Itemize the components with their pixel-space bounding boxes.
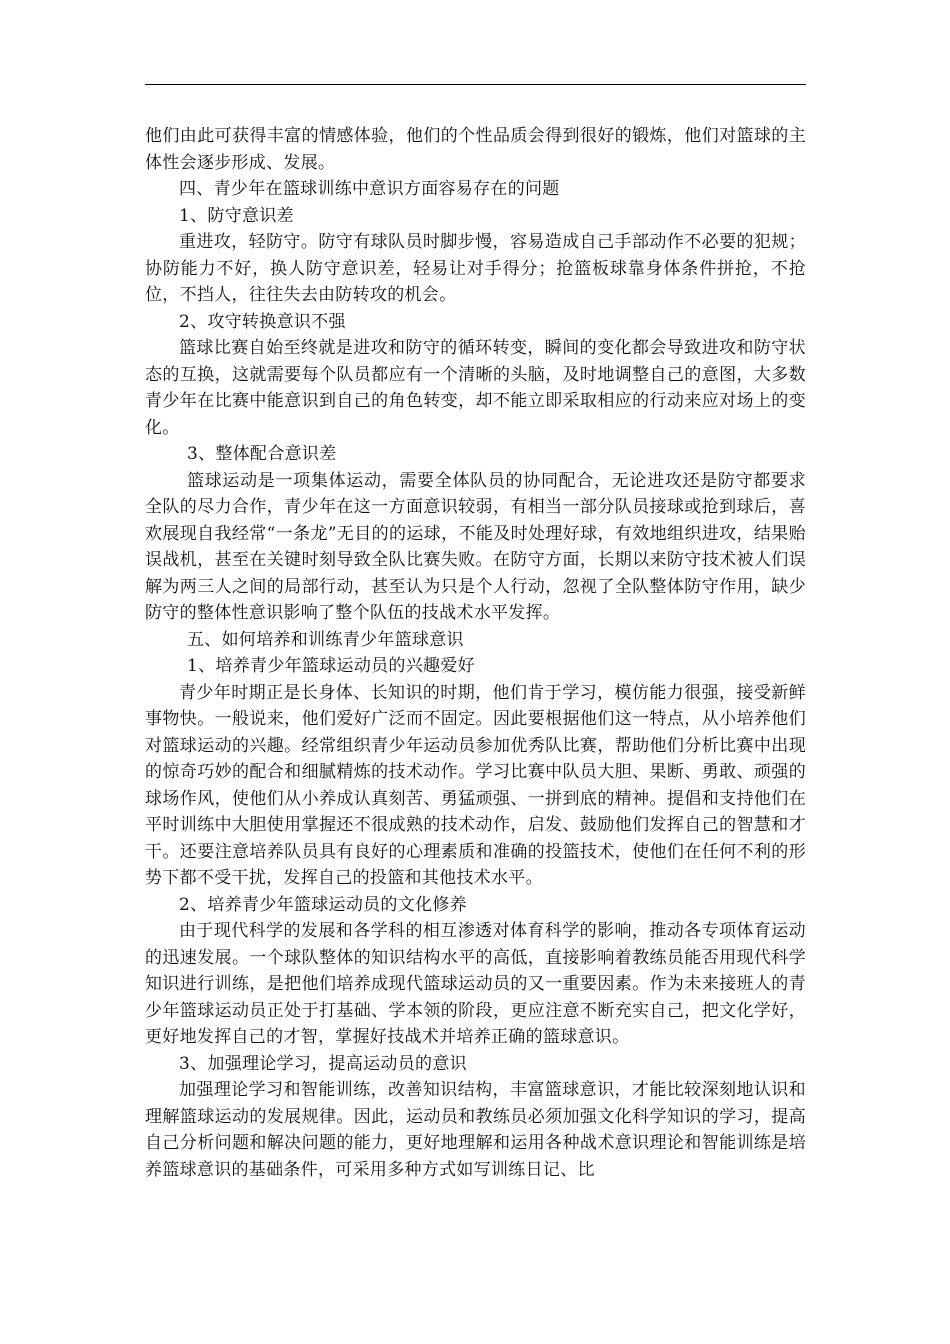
subheading-teamwork-awareness: 3、整体配合意识差	[187, 444, 337, 464]
paragraph-theory: 加强理论学习和智能训练，改善知识结构，丰富篮球意识，才能比较深刻地认识和理解篮球运动的发展规律。因此，运动员和教练员必须加强文化科学知识的学习，提高自己分析问题和解决问题的能力，更好地理解和运用各种战术意识理论和智能训练是培养篮球意识的基础条件，可采用多种方式如写训练日记、比	[145, 1080, 806, 1180]
subheading-culture: 2、培养青少年篮球运动员的文化修养	[179, 894, 467, 915]
paragraph-defense-awareness: 重进攻，轻防守。防守有球队员时脚步慢，容易造成自己手部动作不必要的犯规；协防能力不好，换人防守意识差，轻易让对手得分；抢篮板球靠身体条件拼抢，不抢位，不挡人，往往失去由防转攻的机会。	[145, 232, 806, 305]
subheading-transition-awareness: 2、攻守转换意识不强	[179, 311, 346, 332]
paragraph-teamwork-awareness: 篮球运动是一项集体运动，需要全体队员的协同配合，无论进攻还是防守都要求全队的尽力合作，青少年在这一方面意识较弱，有相当一部分队员接球或抢到球后，喜欢展现自我经常“一条龙”无目的的运球，不能及时处理好球，有效地组织进攻，结果贻误战机，甚至在关键时刻导致全队比赛失败。在防守方面，长期以来防守技术被人们误解为两三人之间的局部行动，甚至认为只是个人行动，忽视了全队整体防守作用，缺少防守的整体性意识影响了整个队伍的技战术水平发挥。	[145, 470, 806, 623]
section-heading-4: 四、青少年在篮球训练中意识方面容易存在的问题	[179, 179, 560, 199]
subheading-interest: 1、培养青少年篮球运动员的兴趣爱好	[187, 656, 475, 676]
subheading-theory: 3、加强理论学习，提高运动员的意识	[179, 1053, 467, 1074]
subheading-defense-awareness: 1、防守意识差	[179, 205, 294, 226]
paragraph-transition-awareness: 篮球比赛自始至终就是进攻和防守的循环转变，瞬间的变化都会导致进攻和防守状态的互换，这就需要每个队员都应有一个清晰的头脑，及时地调整自己的意图，大多数青少年在比赛中能意识到自己的角色转变，却不能立即采取相应的行动来应对场上的变化。	[145, 338, 806, 438]
section-heading-5: 五、如何培养和训练青少年篮球意识	[187, 629, 464, 650]
paragraph-continuation: 他们由此可获得丰富的情感体验，他们的个性品质会得到很好的锻炼，他们对篮球的主体性会逐步形成、发展。	[145, 126, 806, 173]
header-rule	[145, 84, 806, 85]
paragraph-culture: 由于现代科学的发展和各学科的相互渗透对体育科学的影响，推动各专项体育运动的迅速发展。一个球队整体的知识结构水平的高低，直接影响着教练员能否用现代科学知识进行训练，是把他们培养成现代篮球运动员的又一重要因素。作为未来接班人的青少年篮球运动员正处于打基础、学本领的阶段，更应注意不断充实自己，把文化学好，更好地发挥自己的才智，掌握好技战术并培养正确的篮球意识。	[145, 921, 806, 1047]
document-body	[145, 123, 806, 1183]
paragraph-interest: 青少年时期正是长身体、长知识的时期，他们肯于学习，模仿能力很强，接受新鲜事物快。一般说来，他们爱好广泛而不固定。因此要根据他们这一特点，从小培养他们对篮球运动的兴趣。经常组织青少年运动员参加优秀队比赛，帮助他们分析比赛中出现的惊奇巧妙的配合和细腻精炼的技术动作。学习比赛中队员大胆、果断、勇敢、顽强的球场作风，使他们从小养成认真刻苦、勇猛顽强、一拼到底的精神。提倡和支持他们在平时训练中大胆使用掌握还不很成熟的技术动作，启发、鼓励他们发挥自己的智慧和才干。还要注意培养队员具有良好的心理素质和准确的投篮技术，使他们在任何不利的形势下都不受干扰，发挥自己的投篮和其他技术水平。	[145, 682, 806, 888]
